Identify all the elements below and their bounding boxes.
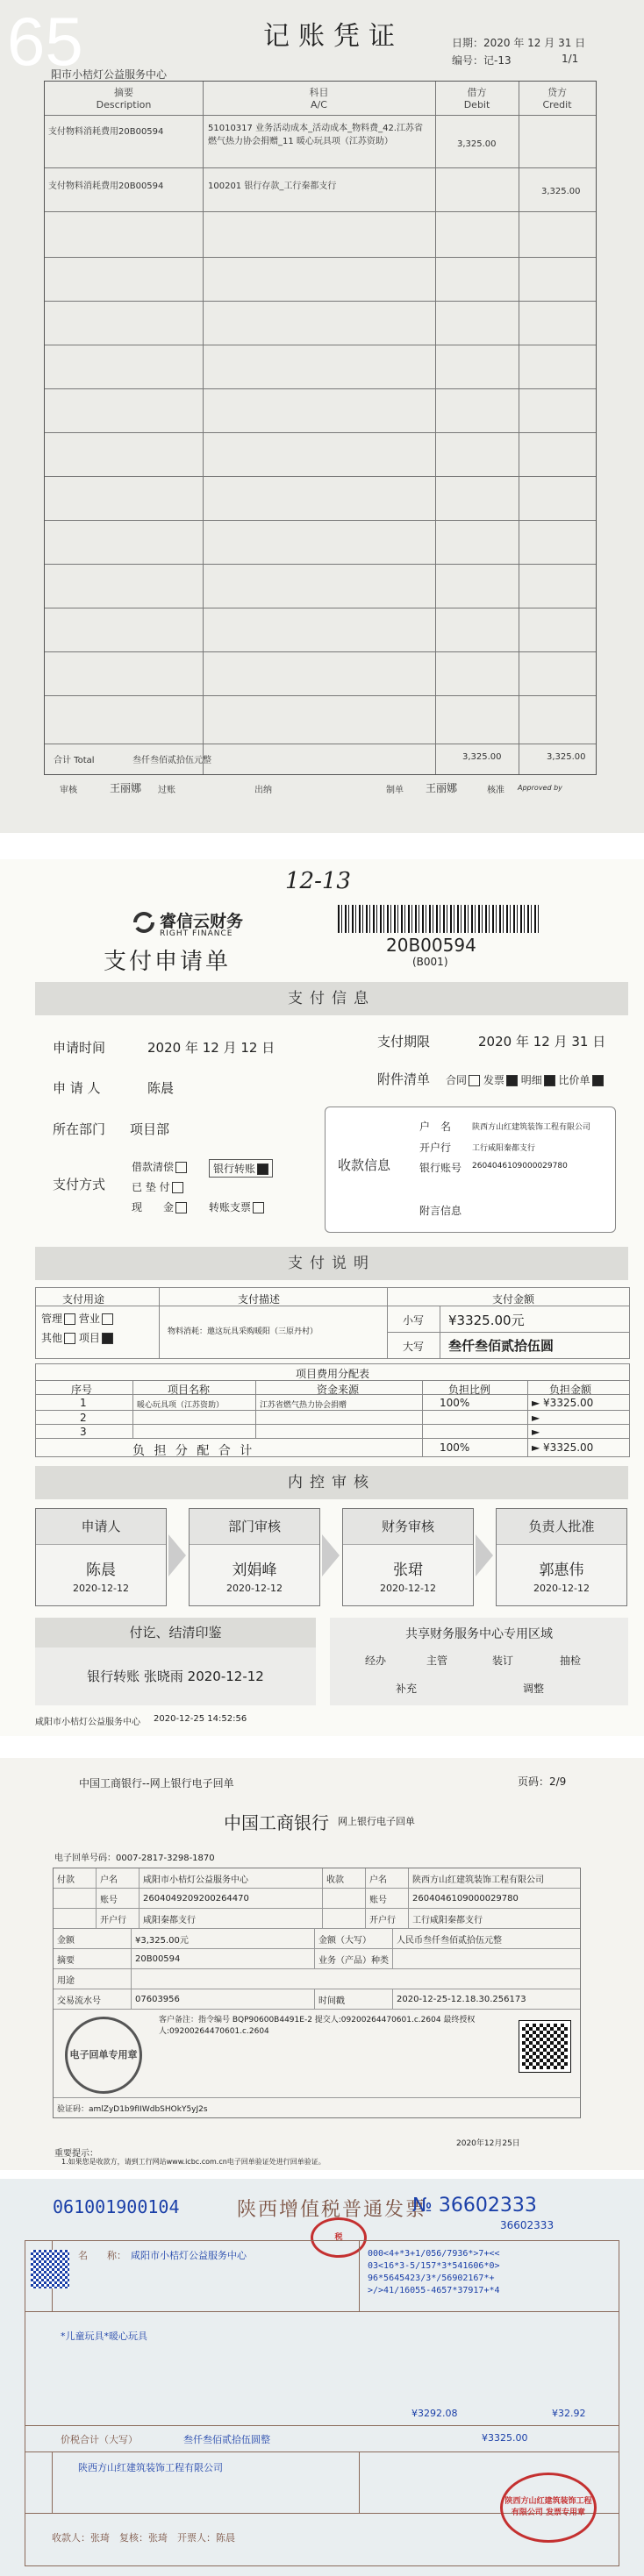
dept-label: 所在部门 <box>53 1121 106 1137</box>
bank-page: 页码：2/9 <box>518 1775 567 1788</box>
voucher-row-1-summary: 支付物料消耗费用20B00594 <box>48 127 164 137</box>
flow-manager-approve: 负责人批准 郭惠伟 2020-12-12 <box>496 1508 627 1606</box>
header-credit-en: Credit <box>542 99 572 110</box>
bank-summary: 20B00594 <box>132 1949 315 1968</box>
desc-header-purpose: 支付用途 <box>62 1293 105 1306</box>
alloc-total-ratio: 100% <box>440 1441 470 1454</box>
alloc-total-label: 负 担 分 配 合 计 <box>132 1444 255 1458</box>
payee-name: 陕西方山红建筑装饰工程有限公司 <box>412 1875 544 1885</box>
dept: 项目部 <box>130 1121 170 1137</box>
voucher-table <box>44 81 597 775</box>
payment-title: 支付申请单 <box>104 949 232 975</box>
account-no: 2604046109000029780 <box>472 1162 568 1171</box>
cipher-area: 000<4+*3+1/056/7936*>7+<< 03<16*3-5/157*3*541606*0> 96*5645423/3*/56902167*+ >/>41/16055-4657*37917+*4 <box>368 2249 500 2295</box>
header-debit-en: Debit <box>463 99 490 110</box>
pay-period-label: 支付期限 <box>377 1034 431 1050</box>
payer-bank: 咸阳秦都支行 <box>140 1909 323 1928</box>
header-debit: 借方 <box>467 87 487 98</box>
amount-small-label: 小写 <box>403 1314 425 1327</box>
footer-maker-label: 制单 <box>386 786 404 795</box>
alloc-row-2-no: 2 <box>80 1412 87 1424</box>
pay-period: 2020 年 12 月 31 日 <box>478 1034 606 1050</box>
print-time: 2020-12-25 14:52:56 <box>154 1714 247 1724</box>
desc-header-amount: 支付金额 <box>492 1293 535 1306</box>
payee-bank: 工行咸阳秦都支行 <box>412 1915 483 1925</box>
purpose-options-2: 其他 项目 <box>41 1330 113 1345</box>
bank-amount-words: 人民币叁仟叁佰贰拾伍元整 <box>397 1935 502 1946</box>
payment-application <box>0 859 644 1736</box>
txn-time: 2020-12-25-12.18.30.256173 <box>397 1994 526 2004</box>
alloc-table <box>35 1363 630 1457</box>
voucher-number: 编号：记-13 <box>452 54 512 67</box>
flow-arrow-icon <box>476 1534 493 1576</box>
alloc-row-3-no: 3 <box>80 1426 87 1438</box>
voucher-title: 记账凭证 <box>263 21 404 52</box>
buyer-name: 咸阳市小桔灯公益服务中心 <box>131 2250 247 2261</box>
bank-receipt-table: 付款 户名 咸阳市小桔灯公益服务中心 收款 户名 陕西方山红建筑装饰工程有限公司 账号 2604049209200264470 账号 2604046109000029780 开户行 咸阳秦都支行 开户行 工行咸阳秦都支行 金额 ¥3,325.00元 金额（大写） 人民币叁仟叁佰贰拾伍元整 摘要 20B00594 业务（产品）种类 用途 交易流水号 07603956 时间戳 2020-12-25-12.18.30.256173 客户备注：指令编号 BQP90600B4491E-2 提交人:09200264470601.c.2604 最终授权人:09200264470601.c.2604 验证码：amlZyD1b9fIIWdbSHOkY5yJ2s <box>53 1868 581 2118</box>
alloc-row-1-amount: ► ¥3325.00 <box>532 1397 594 1409</box>
desc-table <box>35 1287 630 1359</box>
account-name: 陕西方山红建筑装饰工程有限公司 <box>472 1123 591 1132</box>
section-control: 内控审核 <box>35 1466 628 1499</box>
total-small: ¥3325.00 <box>482 2432 528 2444</box>
bank-amount: ¥3,325.00元 <box>132 1929 315 1948</box>
invoice-qr-code <box>31 2250 69 2288</box>
footer-approver: 王丽娜 <box>110 782 142 794</box>
note-label: 附言信息 <box>419 1205 462 1217</box>
footer-reviewer-label: 核准 <box>487 786 504 795</box>
alloc-header-source: 资金来源 <box>317 1384 360 1396</box>
payer-name: 咸阳市小桔灯公益服务中心 <box>140 1868 323 1888</box>
invoice-item: *儿童玩具*暖心玩具 <box>61 2330 147 2342</box>
bank-receipt <box>0 1758 644 2170</box>
amount-big: 叁仟叁佰贰拾伍圆 <box>448 1338 555 1354</box>
logo-text: 睿信云财务 <box>160 912 244 931</box>
alloc-header-amount: 负担金额 <box>549 1384 592 1396</box>
voucher-row-2-credit: 3,325.00 <box>541 187 581 196</box>
bank-title: 中国工商银行 <box>224 1812 329 1833</box>
method-bank-transfer: 银行转账 <box>209 1159 273 1178</box>
bank-remark: 客户备注：指令编号 BQP90600B4491E-2 提交人:09200264470601.c.2604 最终授权人:09200264470601.c.2604 <box>159 2016 476 2036</box>
alloc-row-3-arrow-icon: ► <box>532 1426 540 1438</box>
flow-finance-review: 财务审核 张珺 2020-12-12 <box>342 1508 474 1606</box>
payment-done-box: 付讫、结清印鉴 银行转账 张晓雨 2020-12-12 <box>35 1618 316 1705</box>
receipt-number: 电子回单号码：0007-2817-3298-1870 <box>54 1854 215 1863</box>
barcode <box>338 905 540 933</box>
section-pay-info: 支付信息 <box>35 982 628 1015</box>
flow-arrow-icon <box>168 1534 186 1576</box>
pay-description: 物料消耗：邀这玩具采购暖阳（三原丹村） <box>168 1327 318 1336</box>
alloc-header-name: 项目名称 <box>168 1384 211 1396</box>
txn-no: 07603956 <box>132 1989 315 2009</box>
barcode-sub: (B001) <box>412 956 448 968</box>
applicant: 陈晨 <box>147 1080 175 1096</box>
alloc-row-2-arrow-icon: ► <box>532 1412 540 1424</box>
voucher-row-2-account: 100201 银行存款_工行秦都支行 <box>208 181 337 191</box>
amount-big-label: 大写 <box>403 1341 425 1353</box>
method-label: 支付方式 <box>53 1177 106 1192</box>
desc-header-desc: 支付描述 <box>238 1293 281 1306</box>
flow-dept-review: 部门审核 刘娟峰 2020-12-12 <box>189 1508 320 1606</box>
voucher-row-1-debit: 3,325.00 <box>457 139 497 149</box>
footer-cashier-label: 出纳 <box>254 786 272 795</box>
invoice-seal: 陕西方山红建筑装饰工程有限公司 发票专用章 <box>500 2473 597 2543</box>
accounting-voucher <box>0 0 644 833</box>
invoice-code: 061001900104 <box>53 2196 180 2217</box>
attachments-list: 合同 发票 明细 比价单 <box>446 1072 604 1087</box>
verify-code: 验证码：amlZyD1b9fIIWdbSHOkY5yJ2s <box>57 2104 208 2114</box>
header-summary: 摘要 <box>114 87 133 98</box>
applicant-label: 申 请 人 <box>53 1080 101 1096</box>
alloc-title: 项目费用分配表 <box>295 1368 369 1380</box>
receipt-stamp: 电子回单专用章 <box>65 2017 142 2094</box>
purpose-options: 管理 营业 <box>41 1311 113 1326</box>
payee-account: 2604046109000029780 <box>412 1893 519 1904</box>
tax-stamp-icon: 税 <box>311 2217 367 2258</box>
alloc-total-amount: ► ¥3325.00 <box>532 1441 594 1454</box>
method-cash: 现 金 <box>132 1199 187 1214</box>
voucher-date: 日期：2020 年 12 月 31 日 <box>452 37 586 49</box>
total-label: 价税合计（大写） <box>61 2434 138 2445</box>
apply-time: 2020 年 12 月 12 日 <box>147 1040 275 1056</box>
voucher-org: 阳市小桔灯公益服务中心 <box>51 68 168 81</box>
alloc-row-1-ratio: 100% <box>440 1397 470 1409</box>
method-cheque: 转账支票 <box>209 1199 264 1214</box>
seller-name: 陕西方山红建筑装饰工程有限公司 <box>78 2462 223 2473</box>
amount-small: ¥3325.00元 <box>448 1313 525 1328</box>
bank: 工行咸阳秦都支行 <box>472 1144 536 1153</box>
note-1: 1.如果您是收款方，请到工行网站www.icbc.com.cn电子回单验证处进行回单验证。 <box>61 2158 326 2166</box>
header-summary-en: Description <box>96 99 152 110</box>
alloc-row-1-source: 江苏省燃气热力协会捐赠 <box>260 1401 347 1410</box>
barcode-number: 20B00594 <box>386 935 476 956</box>
method-advanced: 已 垫 付 <box>132 1179 183 1194</box>
account-name-label: 户 名 <box>419 1121 452 1133</box>
handwritten-number: 12-13 <box>285 868 351 894</box>
notes-title: 重要提示： <box>54 2149 98 2159</box>
qr-code <box>519 2021 570 2072</box>
invoice-number-side: 36602333 <box>500 2219 555 2231</box>
vat-invoice <box>0 2179 644 2576</box>
org-footer: 咸阳市小桔灯公益服务中心 <box>35 1718 140 1727</box>
total-credit: 3,325.00 <box>547 752 586 762</box>
invoice-title: 陕西增值税普通发票 <box>237 2199 427 2221</box>
right-finance-logo-icon <box>132 910 156 935</box>
total-words: 叁仟叁佰贰拾伍圆整 <box>183 2434 270 2445</box>
flow-arrow-icon <box>322 1534 340 1576</box>
buyer-name-label: 名 称： <box>78 2250 126 2261</box>
section-pay-desc: 支付说明 <box>35 1247 628 1280</box>
voucher-row-2-summary: 支付物料消耗费用20B00594 <box>48 181 164 191</box>
shared-service-box: 共享财务服务中心专用区域 经办 主管 装订 抽检 补充 调整 <box>330 1618 628 1705</box>
bank-label: 开户行 <box>419 1142 452 1154</box>
logo-text-en: RIGHT FINANCE <box>160 929 233 938</box>
total-words: 叁仟叁佰贰拾伍元整 <box>132 756 211 765</box>
flow-applicant: 申请人 陈晨 2020-12-12 <box>35 1508 167 1606</box>
total-debit: 3,325.00 <box>462 752 502 762</box>
payer-account: 2604049209200264470 <box>140 1889 323 1908</box>
alloc-header-ratio: 负担比例 <box>448 1384 491 1396</box>
footer-poster-label: 过账 <box>158 786 175 795</box>
receiver-label: 收款信息 <box>338 1157 391 1173</box>
header-account: 科目 <box>309 87 329 98</box>
apply-time-label: 申请时间 <box>53 1040 106 1056</box>
footer-approved-by: Approved by <box>518 784 562 792</box>
voucher-row-1-account: 51010317 业务活动成本_活动成本_物料费_42.江苏省燃气热力协会捐赠_11 暖心玩具项（江苏资助） <box>208 124 423 146</box>
print-date: 2020年12月25日 <box>456 2139 520 2148</box>
total-label: 合计 Total <box>54 756 95 765</box>
header-credit: 贷方 <box>547 87 567 98</box>
header-account-en: A/C <box>311 99 327 110</box>
account-no-label: 银行账号 <box>419 1162 462 1174</box>
alloc-row-1-name: 暖心玩具项（江苏资助） <box>137 1401 225 1410</box>
bank-subtitle: 网上银行电子回单 <box>338 1816 415 1827</box>
attachments-label: 附件清单 <box>377 1071 431 1087</box>
invoice-amount: ¥3292.08 <box>411 2408 458 2419</box>
invoice-footer: 收款人：张琦 复核：张琦 开票人：陈晨 <box>52 2532 235 2544</box>
invoice-tax: ¥32.92 <box>552 2408 586 2419</box>
bank-header-left: 中国工商银行--网上银行电子回单 <box>79 1777 234 1790</box>
footer-maker: 王丽娜 <box>426 782 458 794</box>
page-number: 65 <box>7 3 83 80</box>
footer-approver-label: 审核 <box>60 786 77 795</box>
alloc-header-no: 序号 <box>71 1384 93 1396</box>
invoice-number: № 36602333 <box>412 2195 537 2217</box>
voucher-page: 1/1 <box>562 53 579 65</box>
method-loan: 借款清偿 <box>132 1159 187 1174</box>
alloc-row-1-no: 1 <box>80 1397 87 1409</box>
